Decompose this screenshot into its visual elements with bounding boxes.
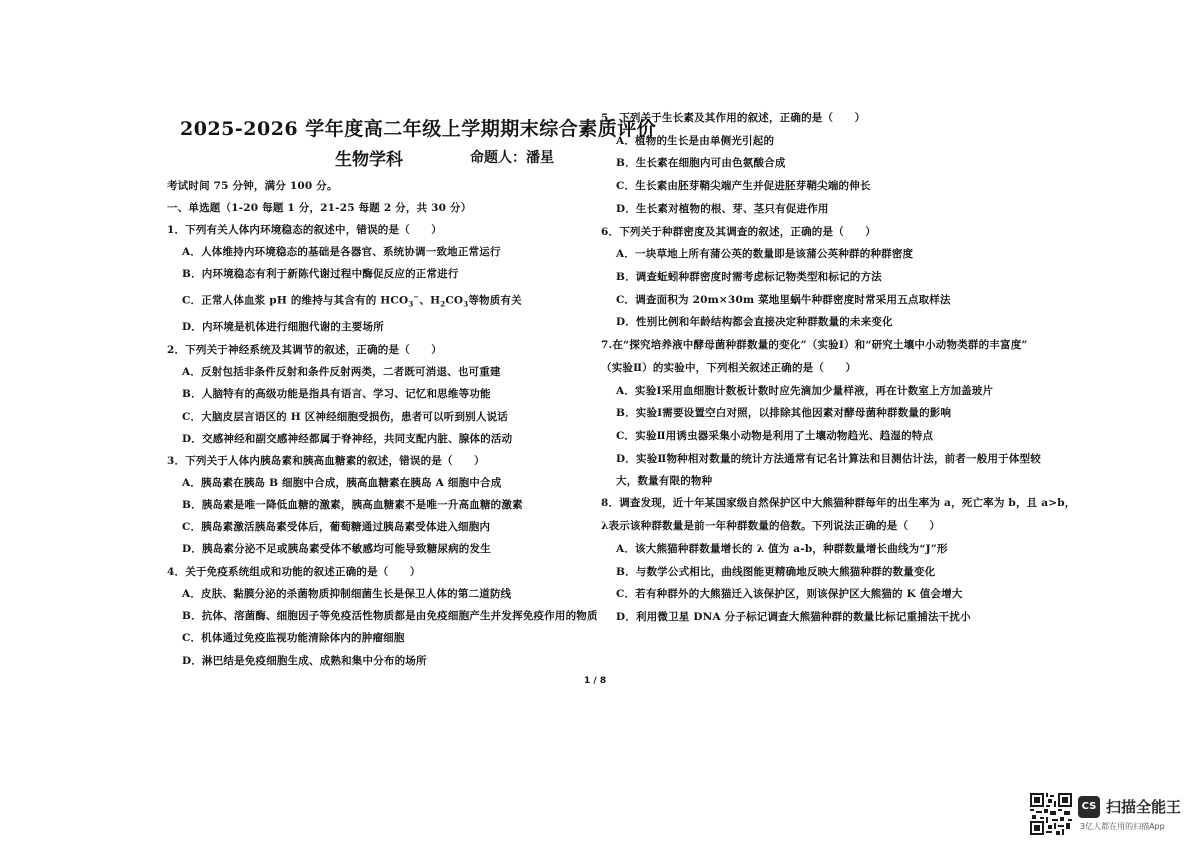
question-3-option-c: C．胰岛素激活胰岛素受体后，葡萄糖通过胰岛素受体进入细胞内: [182, 521, 491, 533]
question-2-option-a: A．反射包括非条件反射和条件反射两类，二者既可消退、也可重建: [182, 366, 501, 378]
question-7-stem-line-2: （实验Ⅱ）的实验中，下列相关叙述正确的是（ ）: [601, 362, 857, 374]
watermark-tagline: 3亿人都在用的扫描App: [1080, 822, 1165, 831]
question-1-option-b: B．内环境稳态有利于新陈代谢过程中酶促反应的正常进行: [182, 268, 459, 280]
question-6-option-d: D．性别比例和年龄结构都会直接决定种群数量的未来变化: [616, 316, 893, 328]
question-3-option-d: D．胰岛素分泌不足或胰岛素受体不敏感均可能导致糖尿病的发生: [182, 543, 491, 555]
question-6-option-c: C．调查面积为 20m×30m 菜地里蜗牛种群密度时常采用五点取样法: [616, 294, 951, 306]
exam-title: 2025-2026 学年度高二年级上学期期末综合素质评价: [180, 118, 657, 140]
question-7-option-d-line-2: 大，数量有限的物种: [616, 475, 713, 487]
question-8-stem-line-1: 8．调查发现，近十年某国家级自然保护区中大熊猫种群每年的出生率为 a，死亡率为 b，且 a>b，: [601, 497, 1076, 509]
question-7-option-d-line-1: D．实验Ⅱ物种相对数量的统计方法通常有记名计算法和目测估计法，前者一般用于体型较: [616, 453, 1041, 465]
question-5-option-c: C．生长素由胚芽鞘尖端产生并促进胚芽鞘尖端的伸长: [616, 180, 871, 192]
question-8-option-c: C．若有种群外的大熊猫迁入该保护区，则该保护区大熊猫的 K 值会增大: [616, 588, 963, 600]
question-6-option-b: B．调查蚯蚓种群密度时需考虑标记物类型和标记的方法: [616, 271, 882, 283]
qr-code-icon: [1030, 793, 1072, 835]
question-2-option-c: C．大脑皮层言语区的 H 区神经细胞受损伤，患者可以听到别人说话: [182, 411, 508, 423]
page-number: 1 / 8: [584, 676, 607, 686]
subject-title: 生物学科: [335, 150, 403, 170]
question-2-option-b: B．人脑特有的高级功能是指具有语言、学习、记忆和思维等功能: [182, 388, 491, 400]
question-6-option-a: A．一块草地上所有蒲公英的数量即是该蒲公英种群的种群密度: [616, 248, 914, 260]
question-7-option-b: B．实验Ⅰ需要设置空白对照，以排除其他因素对酵母菌种群数量的影响: [616, 407, 952, 419]
exam-info: 考试时间 75 分钟，满分 100 分。: [167, 180, 338, 192]
question-5-stem: 5．下列关于生长素及其作用的叙述，正确的是（ ）: [601, 112, 866, 124]
question-3-stem: 3．下列关于人体内胰岛素和胰高血糖素的叙述，错误的是（ ）: [167, 455, 485, 467]
question-1-option-a: A．人体维持内环境稳态的基础是各器官、系统协调一致地正常运行: [182, 246, 501, 258]
scanner-watermark: [1078, 794, 1183, 834]
section-heading: 一、单选题（1-20 每题 1 分，21-25 每题 2 分，共 30 分）: [167, 202, 472, 214]
question-2-stem: 2．下列关于神经系统及其调节的叙述，正确的是（ ）: [167, 344, 443, 356]
question-8-option-b: B．与数学公式相比，曲线图能更精确地反映大熊猫种群的数量变化: [616, 566, 936, 578]
question-7-option-a: A．实验Ⅰ采用血细胞计数板计数时应先滴加少量样液，再在计数室上方加盖玻片: [616, 385, 994, 397]
question-7-option-c: C．实验Ⅱ用诱虫器采集小动物是利用了土壤动物趋光、趋湿的特点: [616, 430, 934, 442]
question-4-stem: 4．关于免疫系统组成和功能的叙述正确的是（ ）: [167, 566, 421, 578]
question-4-option-b: B．抗体、溶菌酶、细胞因子等免疫活性物质都是由免疫细胞产生并发挥免疫作用的物质: [182, 610, 598, 622]
question-1-stem: 1．下列有关人体内环境稳态的叙述中，错误的是（ ）: [167, 224, 443, 236]
question-1-option-c: C．正常人体血浆 pH 的维持与其含有的 $HCO_3^-$、$H_2CO_3$等物质有关: [182, 292, 522, 309]
question-3-option-b: B．胰岛素是唯一降低血糖的激素，胰高血糖素不是唯一升高血糖的激素: [182, 499, 523, 511]
question-5-option-d: D．生长素对植物的根、芽、茎只有促进作用: [616, 203, 829, 215]
question-4-option-a: A．皮肤、黏膜分泌的杀菌物质抑制细菌生长是保卫人体的第二道防线: [182, 588, 512, 600]
watermark-app-name: 扫描全能王: [1106, 798, 1182, 816]
question-8-option-a: A．该大熊猫种群数量增长的 λ 值为 a-b，种群数量增长曲线为“J”形: [616, 543, 948, 555]
author-line: 命题人：潘星: [470, 150, 554, 166]
question-4-option-d: D．淋巴结是免疫细胞生成、成熟和集中分布的场所: [182, 655, 427, 667]
question-5-option-a: A．植物的生长是由单侧光引起的: [616, 135, 775, 147]
camscanner-logo-icon: CS: [1078, 796, 1100, 818]
question-2-option-d: D．交感神经和副交感神经都属于脊神经，共同支配内脏、腺体的活动: [182, 433, 513, 445]
question-4-option-c: C．机体通过免疫监视功能清除体内的肿瘤细胞: [182, 632, 405, 644]
question-6-stem: 6．下列关于种群密度及其调查的叙述，正确的是（ ）: [601, 226, 877, 238]
question-1-option-d: D．内环境是机体进行细胞代谢的主要场所: [182, 321, 384, 333]
question-7-stem-line-1: 7.在“探究培养液中酵母菌种群数量的变化”（实验Ⅰ）和“研究土壤中小动物类群的丰富度”: [601, 339, 1028, 351]
question-8-stem-line-2: λ表示该种群数量是前一年种群数量的倍数。下列说法正确的是（ ）: [601, 520, 941, 532]
question-3-option-a: A．胰岛素在胰岛 B 细胞中合成，胰高血糖素在胰岛 A 细胞中合成: [182, 477, 502, 489]
question-5-option-b: B．生长素在细胞内可由色氨酸合成: [616, 157, 786, 169]
question-8-option-d: D．利用微卫星 DNA 分子标记调查大熊猫种群的数量比标记重捕法干扰小: [616, 611, 971, 623]
